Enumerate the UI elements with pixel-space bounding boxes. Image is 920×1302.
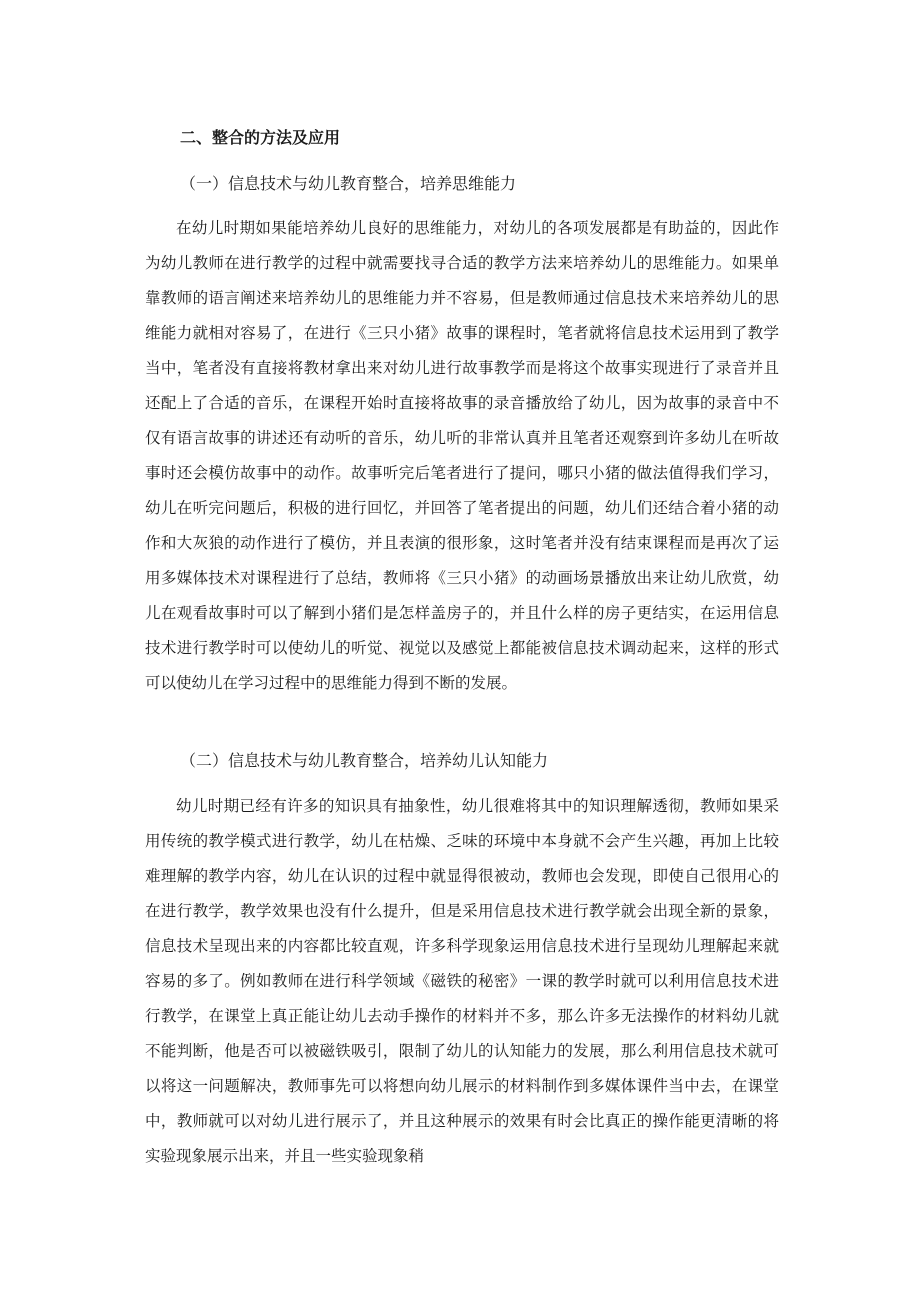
paragraph-2: 幼儿时期已经有许多的知识具有抽象性，幼儿很难将其中的知识理解透彻，教师如果采用传统的教学模式进行教学，幼儿在枯燥、乏味的环境中本身就不会产生兴趣，再加上比较难理解的教学内容，幼儿在认识的过程中就显得很被动，教师也会发现，即使自己很用心的在进行教学，教学效果也没有什么提升，但是采用信息技术进行教学就会出现全新的景象，信息技术呈现出来的内容都比较直观，许多科学现象运用信息技术进行呈现幼儿理解起来就容易的多了。例如教师在进行科学领域《磁铁的秘密》一课的教学时就可以利用信息技术进行教学，在课堂上真正能让幼儿去动手操作的材料并不多，那么许多无法操作的材料幼儿就不能判断，他是否可以被磁铁吸引，限制了幼儿的认知能力的发展，那么利用信息技术就可以将这一问题解决，教师事先可以将想向幼儿展示的材料制作到多媒体课件当中去，在课堂中，教师就可以对幼儿进行展示了，并且这种展示的效果有时会比真正的操作能更清晰的将实验现象展示出来，并且一些实验现象稍	[145, 797, 779, 1165]
subsection-title-2: （二）信息技术与幼儿教育整合，培养幼儿认知能力	[180, 751, 549, 770]
paragraph-1: 在幼儿时期如果能培养幼儿良好的思维能力，对幼儿的各项发展都是有助益的，因此作为幼儿教师在进行教学的过程中就需要找寻合适的教学方法来培养幼儿的思维能力。如果单靠教师的语言阐述来培养幼儿的思维能力并不容易，但是教师通过信息技术来培养幼儿的思维能力就相对容易了，在进行《三只小猪》故事的课程时，笔者就将信息技术运用到了教学当中，笔者没有直接将教材拿出来对幼儿进行故事教学而是将这个故事实现进行了录音并且还配上了合适的音乐，在课程开始时直接将故事的录音播放给了幼儿，因为故事的录音中不仅有语言故事的讲述还有动听的音乐，幼儿听的非常认真并且笔者还观察到许多幼儿在听故事时还会模仿故事中的动作。故事听完后笔者进行了提问，哪只小猪的做法值得我们学习，幼儿在听完问题后，积极的进行回忆，并回答了笔者提出的问题，幼儿们还结合着小猪的动作和大灰狼的动作进行了模仿，并且表演的很形象，这时笔者并没有结束课程而是再次了运用多媒体技术对课程进行了总结，教师将《三只小猪》的动画场景播放出来让幼儿欣赏，幼儿在观看故事时可以了解到小猪们是怎样盖房子的，并且什么样的房子更结实，在运用信息技术进行教学时可以使幼儿的听觉、视觉以及感觉上都能被信息技术调动起来，这样的形式可以使幼儿在学习过程中的思维能力得到不断的发展。	[145, 219, 779, 692]
section-heading: 二、整合的方法及应用	[180, 128, 341, 147]
subsection-title-1: （一）信息技术与幼儿教育整合，培养思维能力	[180, 174, 517, 193]
